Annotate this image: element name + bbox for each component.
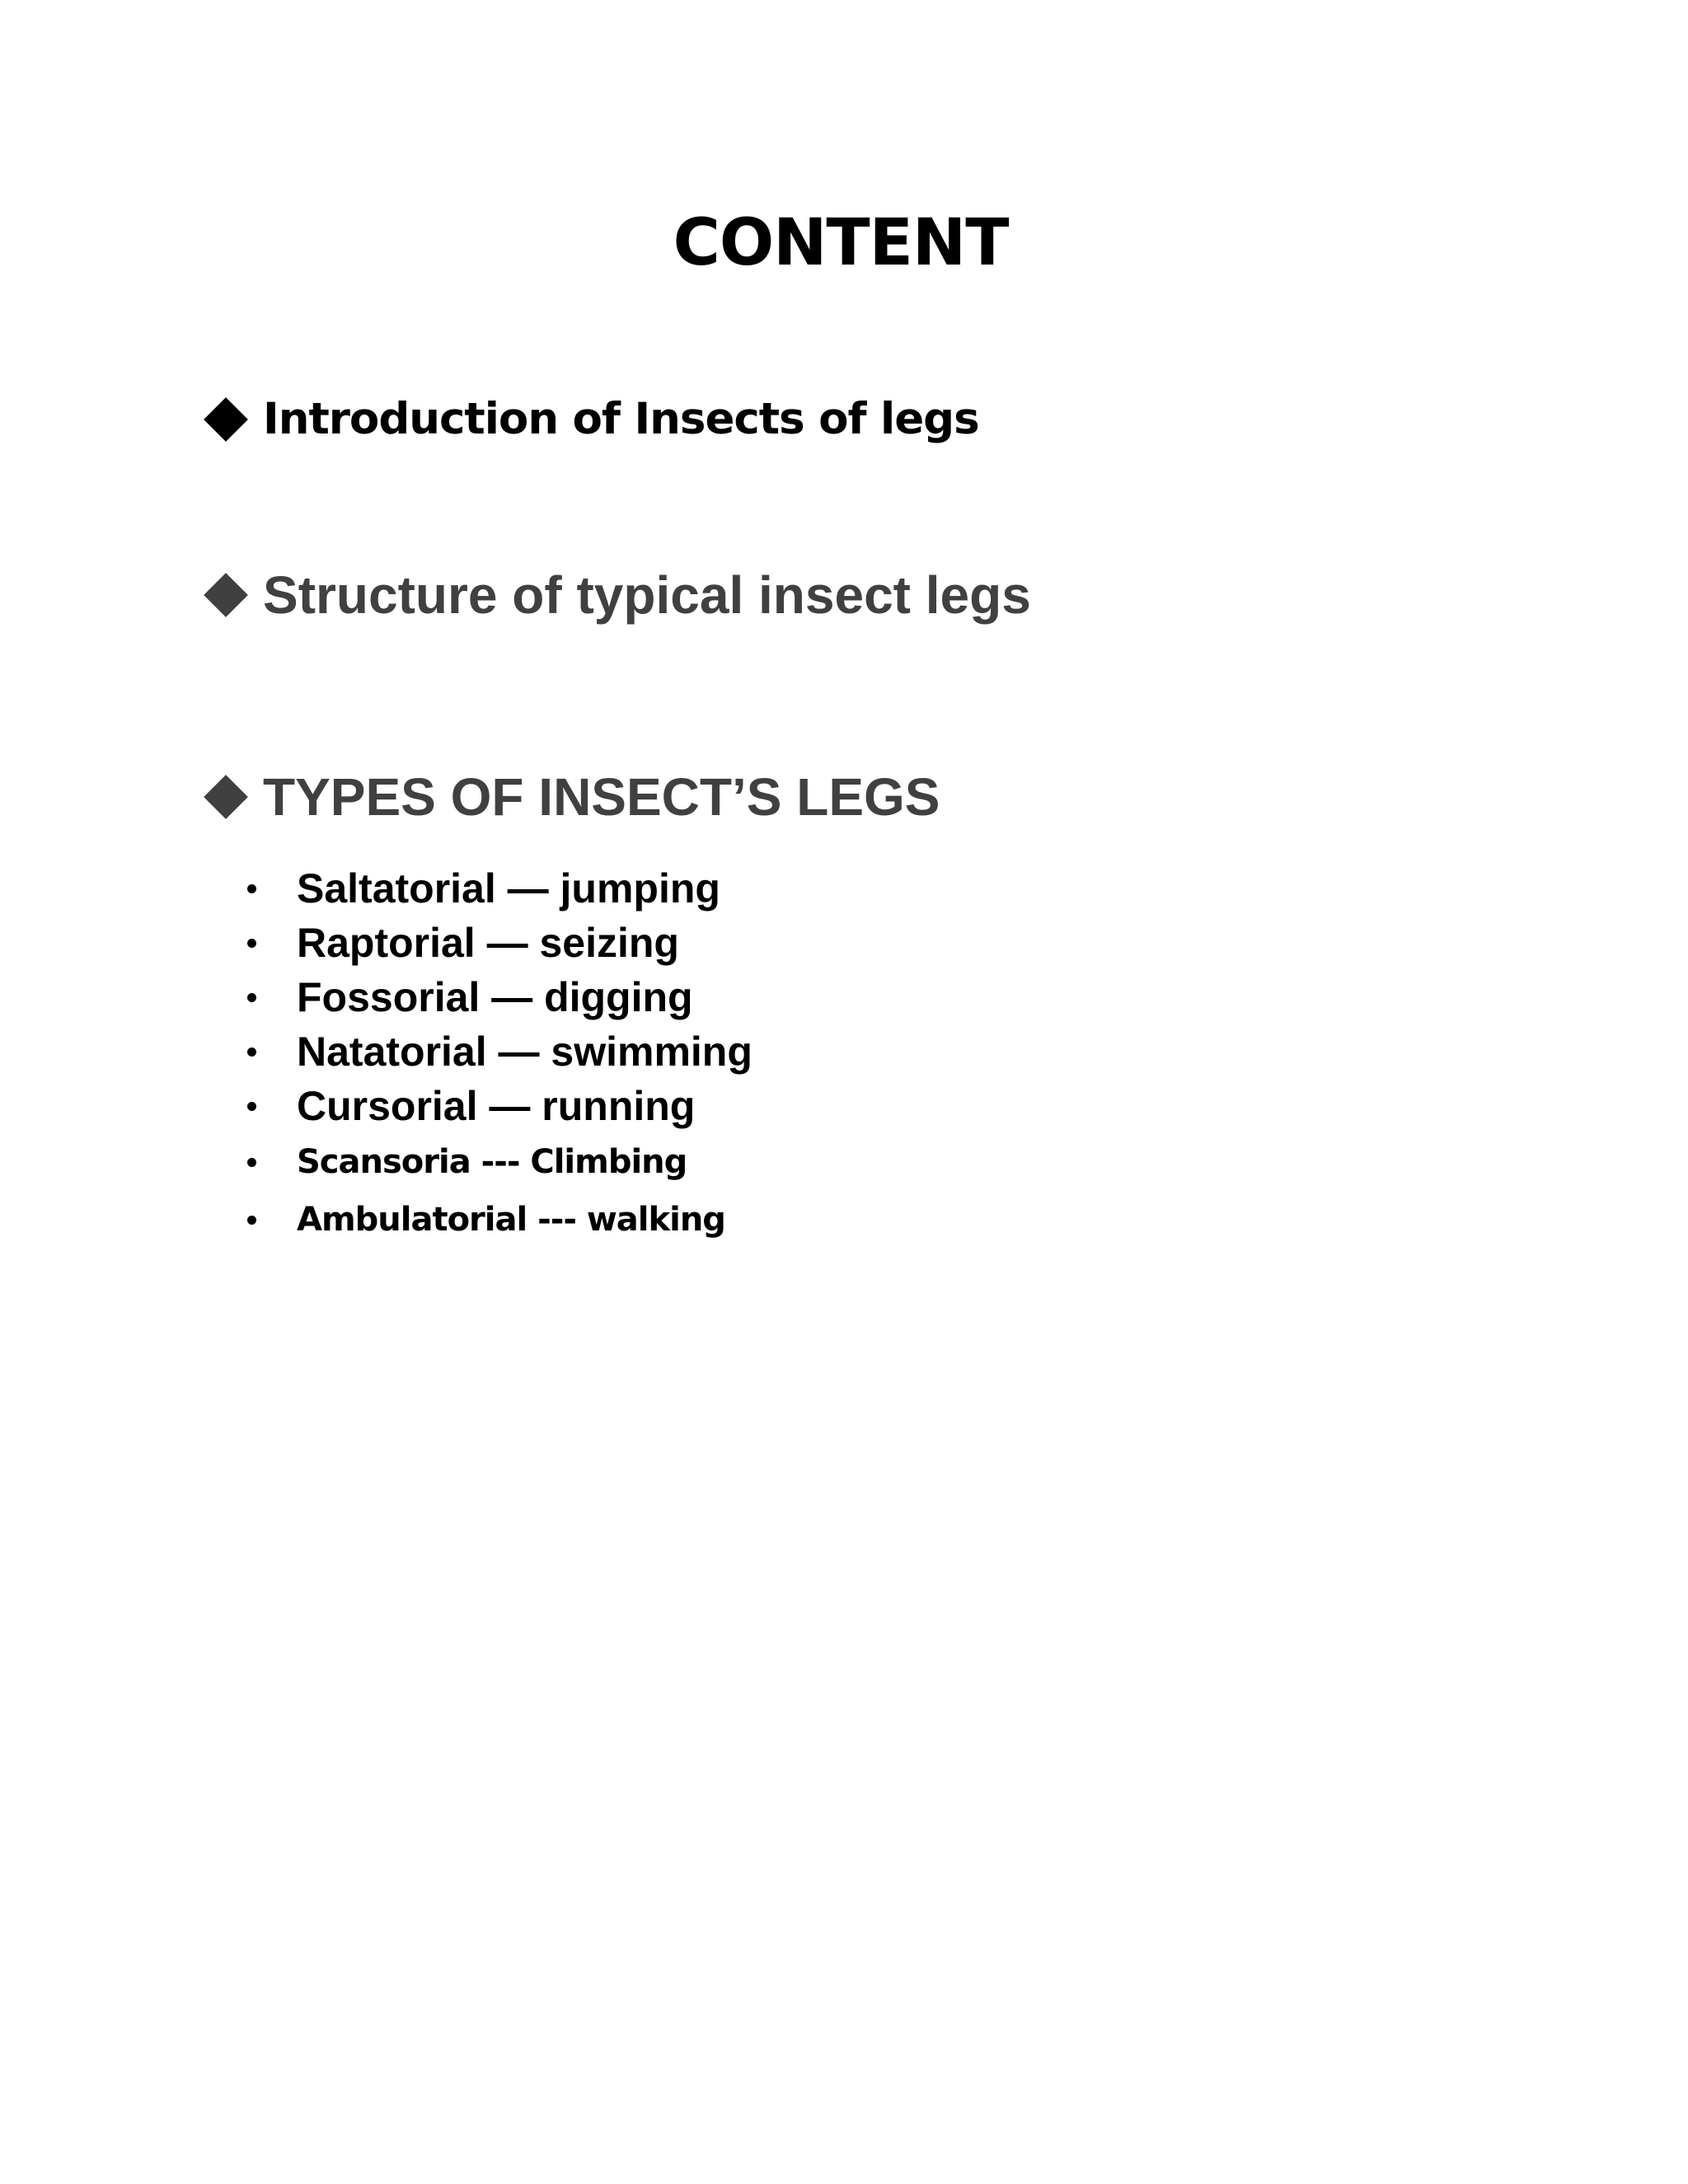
section-heading: Introduction of Insects of legs [263, 394, 979, 444]
list-item [247, 1191, 753, 1249]
diamond-icon [204, 397, 248, 442]
list-item-text: Saltatorial — jumping [297, 865, 720, 912]
bullet-icon [247, 993, 256, 1002]
list-item [247, 970, 753, 1024]
list-item [247, 1133, 753, 1191]
bullet-icon [247, 884, 256, 893]
bullet-icon [247, 939, 256, 948]
list-item-text: Ambulatorial --- walking [297, 1201, 725, 1239]
bullet-icon [247, 1158, 256, 1167]
list-item-text: Cursorial — running [297, 1083, 696, 1129]
bullet-icon [247, 1047, 256, 1057]
section-types [200, 766, 940, 827]
section-structure [200, 565, 1031, 626]
list-item [247, 861, 753, 916]
leg-types-list [247, 861, 753, 1249]
list-item-text: Raptorial — seizing [297, 920, 679, 966]
section-heading: Structure of typical insect legs [263, 565, 1031, 625]
list-item-text: Natatorial — swimming [297, 1029, 753, 1075]
section-heading: TYPES OF INSECT’S LEGS [263, 767, 940, 827]
diamond-icon [204, 573, 248, 617]
diamond-icon [204, 775, 248, 819]
bullet-icon [247, 1216, 256, 1225]
list-item [247, 1024, 753, 1079]
list-item-text: Scansoria --- Climbing [297, 1143, 687, 1181]
list-item-text: Fossorial — digging [297, 974, 693, 1020]
page-title: CONTENT [673, 206, 1009, 280]
list-item [247, 916, 753, 970]
list-item [247, 1079, 753, 1133]
section-introduction [200, 394, 979, 444]
bullet-icon [247, 1102, 256, 1111]
